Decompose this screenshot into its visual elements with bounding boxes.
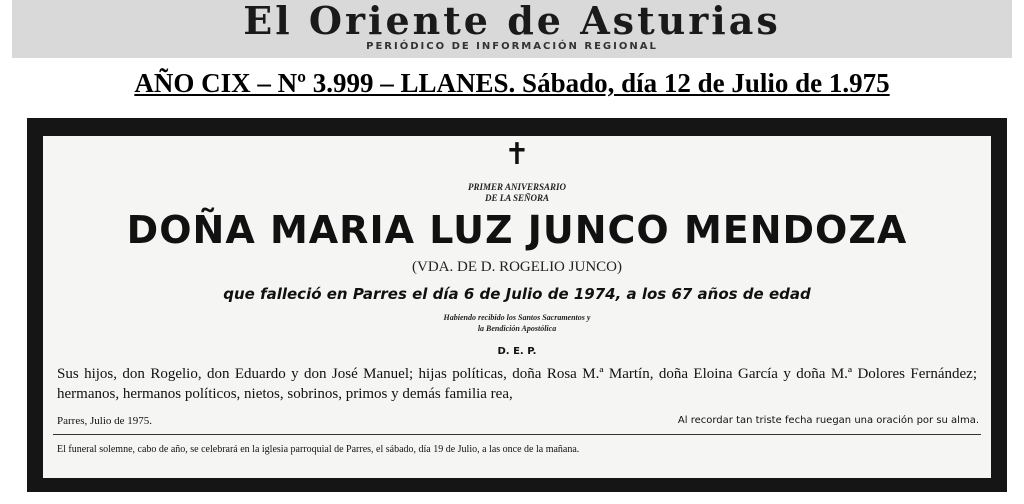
masthead-subtitle: PERIÓDICO DE INFORMACIÓN REGIONAL	[366, 41, 658, 52]
family-paragraph: Sus hijos, don Rogelio, don Eduardo y don José Manuel; hijas políticas, doña Rosa M.ª Martín, doña Eloina García y doña M.ª Dolores Fernández; hermanos, hermanos políticos, nietos, sobrinos, primos y demás familia rea,	[57, 366, 977, 402]
deceased-name: DOÑA MARIA LUZ JUNCO MENDOZA	[126, 208, 908, 252]
divider-line	[53, 434, 981, 435]
masthead-title: El Oriente de Asturias	[243, 0, 781, 43]
masthead	[12, 0, 1012, 58]
prayer-request: Al recordar tan triste fecha ruegan una oración por su alma.	[677, 415, 979, 426]
widow-of-line: (VDA. DE D. ROGELIO JUNCO)	[412, 259, 622, 275]
obituary-notice	[27, 118, 1007, 492]
issue-dateline: AÑO CIX – Nº 3.999 – LLANES. Sábado, día 12 de Julio de 1.975	[134, 68, 890, 98]
anniversary-heading	[43, 182, 991, 204]
place-and-date: Parres, Julio de 1975.	[57, 415, 153, 427]
rip-abbreviation: D. E. P.	[497, 346, 537, 357]
anniversary-line-1: PRIMER ANIVERSARIO	[468, 182, 566, 192]
anniversary-line-2: DE LA SEÑORA	[484, 193, 550, 203]
funeral-announcement: El funeral solemne, cabo de año, se celebrará en la iglesia parroquial de Parres, el sábado, día 19 de Julio, a las once de la mañana.	[57, 444, 580, 455]
sacraments-line	[43, 312, 991, 334]
sacraments-line-2: la Bendición Apostólica	[477, 324, 557, 333]
death-details: que falleció en Parres el día 6 de Julio de 1974, a los 67 años de edad	[223, 285, 811, 303]
sacraments-line-1: Habiendo recibido los Santos Sacramentos y	[443, 313, 591, 322]
cross-icon: ✝	[504, 137, 530, 172]
obituary-notice-body	[43, 136, 991, 478]
